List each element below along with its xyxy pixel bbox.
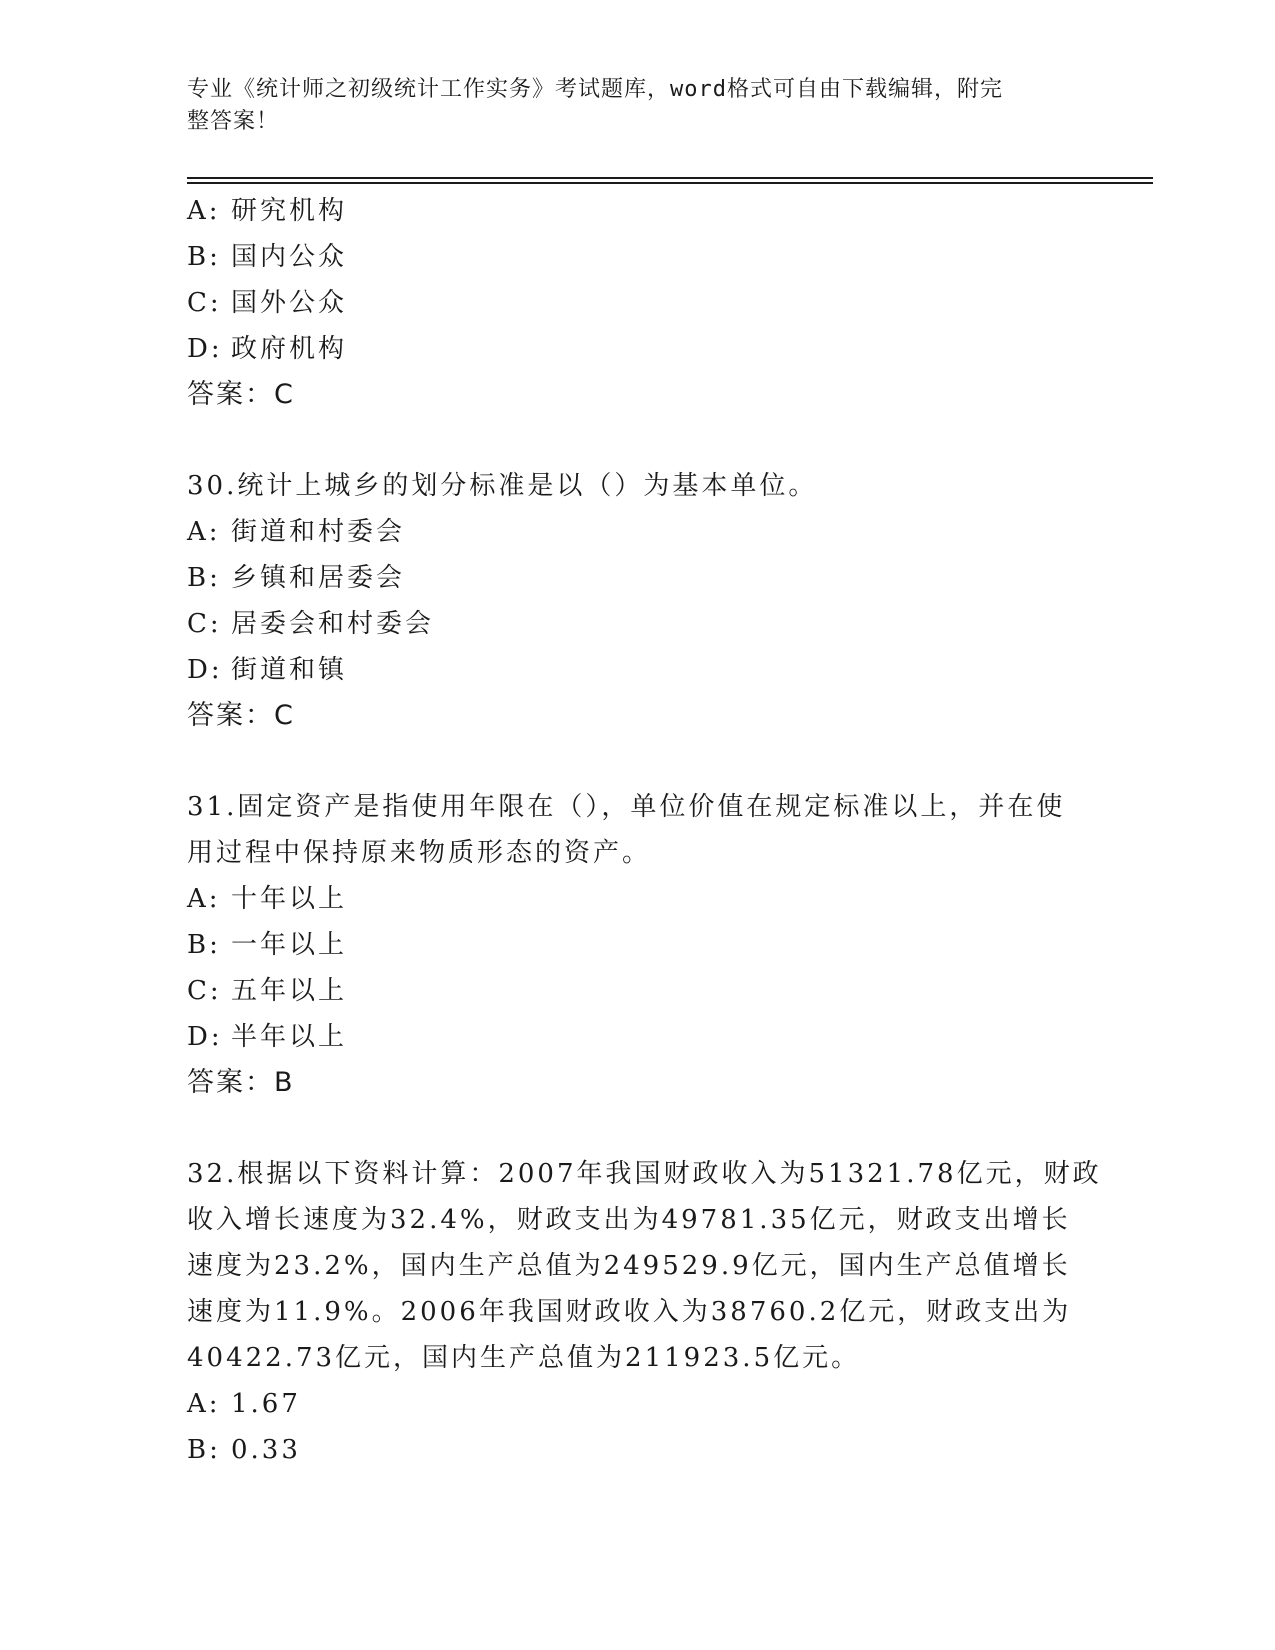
option-c: C: 五年以上 xyxy=(187,976,348,1006)
option-d: D: 街道和镇 xyxy=(187,655,348,685)
document-header xyxy=(187,74,1067,138)
option-text: 国内公众 xyxy=(231,242,348,272)
question-30 xyxy=(187,463,1087,739)
header-line-1: 专业《统计师之初级统计工作实务》考试题库，word格式可自由下载编辑，附完 xyxy=(187,77,1003,102)
question-stem-line-1: 31.固定资产是指使用年限在（），单位价值在规定标准以上，并在使 xyxy=(187,792,1066,822)
option-c: C: 国外公众 xyxy=(187,288,348,318)
option-c: C: 居委会和村委会 xyxy=(187,609,435,639)
option-text: 街道和镇 xyxy=(231,655,348,685)
option-text: 1.67 xyxy=(231,1389,301,1419)
question-stem-line-2: 用过程中保持原来物质形态的资产。 xyxy=(187,838,652,868)
question-stem-line-1: 32.根据以下资料计算：2007年我国财政收入为51321.78亿元，财政 xyxy=(187,1159,1102,1189)
option-a: A: 研究机构 xyxy=(187,196,348,226)
option-b: B: 乡镇和居委会 xyxy=(187,563,406,593)
option-a: A: 街道和村委会 xyxy=(187,517,406,547)
option-text: 居委会和村委会 xyxy=(231,609,435,639)
option-text: 五年以上 xyxy=(231,976,348,1006)
question-stem: 30.统计上城乡的划分标准是以（）为基本单位。 xyxy=(187,471,818,501)
option-text: 十年以上 xyxy=(231,884,348,914)
question-stem-line-5: 40422.73亿元，国内生产总值为211923.5亿元。 xyxy=(187,1343,861,1373)
option-text: 0.33 xyxy=(231,1435,301,1465)
option-a: A: 1.67 xyxy=(187,1389,301,1419)
question-stem-line-2: 收入增长速度为32.4%，财政支出为49781.35亿元，财政支出增长 xyxy=(187,1205,1071,1235)
answer-line: 答案：C xyxy=(187,700,295,731)
option-a: A: 十年以上 xyxy=(187,884,348,914)
question-32 xyxy=(187,1151,1102,1473)
option-text: 研究机构 xyxy=(231,196,348,226)
question-list xyxy=(187,188,1102,1473)
option-d: D: 半年以上 xyxy=(187,1022,348,1052)
option-d: D: 政府机构 xyxy=(187,334,348,364)
header-divider-bottom xyxy=(187,182,1153,184)
option-text: 国外公众 xyxy=(231,288,348,318)
option-text: 一年以上 xyxy=(231,930,348,960)
header-line-2: 整答案！ xyxy=(187,109,280,134)
option-text: 半年以上 xyxy=(231,1022,348,1052)
option-b: B: 国内公众 xyxy=(187,242,348,272)
question-stem-line-4: 速度为11.9%。2006年我国财政收入为38760.2亿元，财政支出为 xyxy=(187,1297,1072,1327)
option-text: 乡镇和居委会 xyxy=(231,563,406,593)
option-text: 政府机构 xyxy=(231,334,348,364)
option-b: B: 一年以上 xyxy=(187,930,348,960)
option-b: B: 0.33 xyxy=(187,1435,301,1465)
option-text: 街道和村委会 xyxy=(231,517,406,547)
answer-line: 答案：B xyxy=(187,1067,295,1098)
question-31 xyxy=(187,784,1087,1106)
header-divider-top xyxy=(187,177,1153,179)
question-29 xyxy=(187,188,1087,418)
answer-line: 答案：C xyxy=(187,379,295,410)
question-stem-line-3: 速度为23.2%，国内生产总值为249529.9亿元，国内生产总值增长 xyxy=(187,1251,1071,1281)
